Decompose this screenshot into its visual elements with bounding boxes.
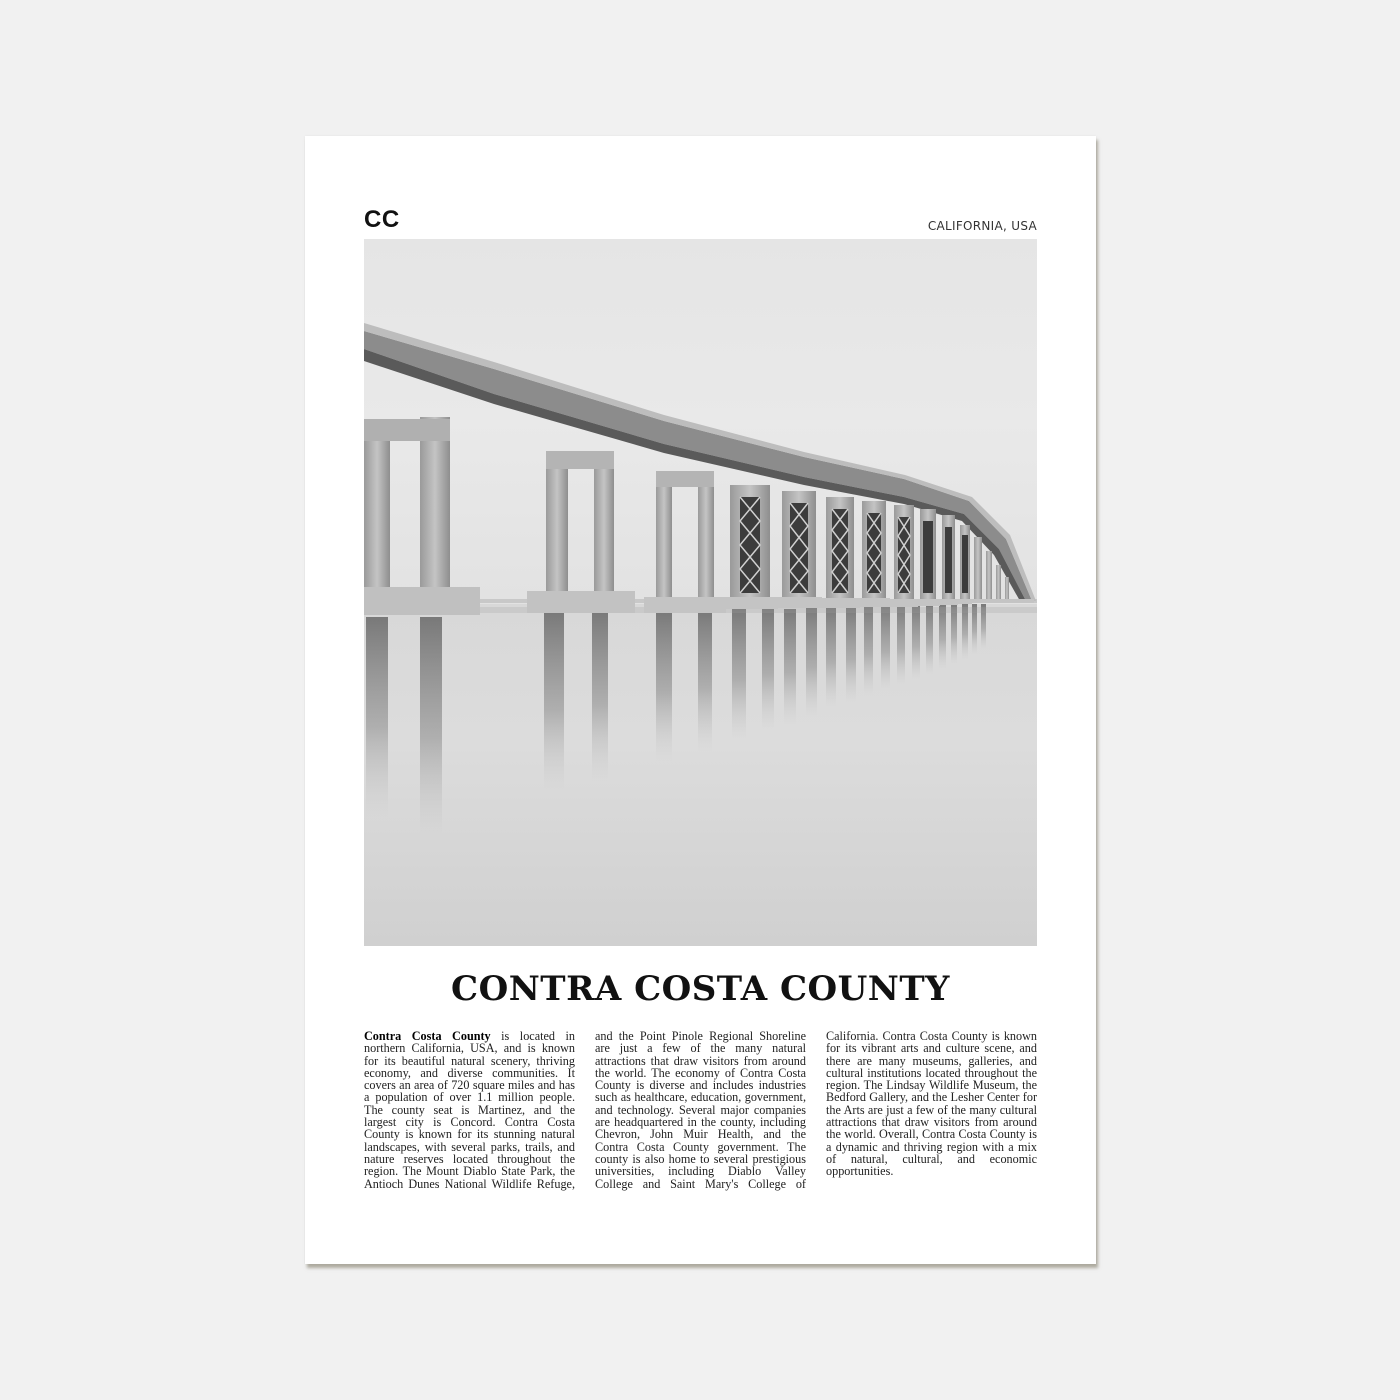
bridge-photo-illustration [364,239,1037,946]
description-lead: Contra Costa County [364,1029,491,1043]
poster-title: CONTRA COSTA COUNTY [451,969,950,1009]
description-body: is located in northern California, USA, and is known for its beautiful natural scenery, thriving economy, and diverse communities. It covers an area of 720 square miles and has a population of over 1.1 million people. The county seat is Martinez, and the largest city is Concord. Contra Costa County is known for its stunning natural landscapes, with several parks, trails, and nature reserves located throughout the region. The Mount Diablo State Park, the Antioch Dunes National Wildlife Refuge, and the Point Pinole Regional Shoreline are just a few of the many natural attractions that draw visitors from around the world. The economy of Contra Costa County is diverse and includes industries such as healthcare, education, government, and technology. Several major companies are headquartered in the county, including Chevron, John Muir Health, and the Contra Costa County government. The county is also home to several prestigious universities, including Diablo Valley College and Saint Mary's College of California. Contra Costa County is known for its vibrant arts and culture scene, and there are many museums, galleries, and cultural institutions located throughout the region. The Lindsay Wildlife Museum, the Bedford Gallery, and the Lesher Center for the Arts are just a few of the many cultural attractions that draw visitors from around the world. Overall, Contra Costa County is a dynamic and thriving region with a mix of natural, cultural, and economic opportunities. [364,1029,1037,1191]
county-abbreviation: CC [364,206,400,233]
poster [305,136,1096,1264]
location-label: CALIFORNIA, USA [927,219,1037,233]
county-description [364,1030,1037,1190]
bridge-photo [364,239,1037,946]
